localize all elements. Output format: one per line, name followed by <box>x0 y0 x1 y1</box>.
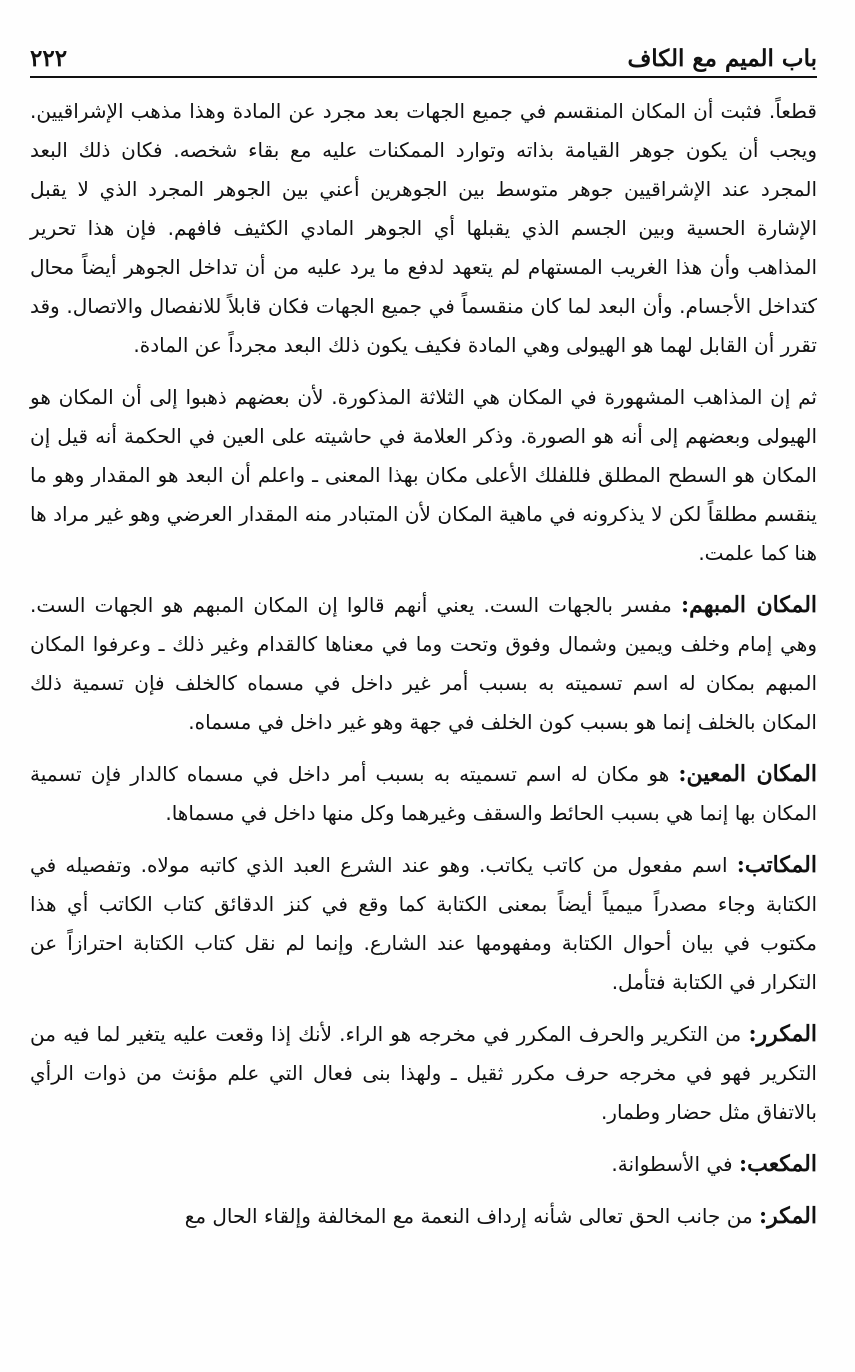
entry-text: من جانب الحق تعالى شأنه إرداف النعمة مع المخالفة وإلقاء الحال مع <box>184 1204 753 1228</box>
running-header <box>30 30 817 78</box>
entry-makr <box>30 1197 817 1236</box>
entry-makan-muayyan <box>30 755 817 833</box>
chapter-title: باب الميم مع الكاف <box>627 45 817 72</box>
entry-term: المكر: <box>759 1203 817 1229</box>
entry-text: في الأسطوانة. <box>611 1152 733 1176</box>
page-number: ٢٢٢ <box>30 45 68 72</box>
entry-term: المكان المعين: <box>678 761 817 787</box>
entry-makan-mubham <box>30 586 817 742</box>
page-body <box>30 92 817 1249</box>
entry-term: المكرر: <box>748 1021 818 1047</box>
paragraph-text: قطعاً. فثبت أن المكان المنقسم في جميع الجهات بعد مجرد عن المادة وهذا مذهب الإشراقيين. ويجب أن يكون جوهر القيامة بذاته وتوارد الممكنات عليه مع بقاء شخصه. فكان ذلك البعد المجرد عند الإشراقيين جوهر متوسط بين الجوهرين أعني بين الجوهر المجرد الذي لا يقبل الإشارة الحسية وبين الجسم الذي يقبلها أي الجوهر المادي الكثيف فافهم. فإن هذا تحرير المذاهب وأن هذا الغريب المستهام لم يتعهد لدفع ما يرد عليه من أن تداخل الجوهر أيضاً محال كتداخل الأجسام. وأن البعد لما كان منقسماً في جميع الجهات فكان قابلاً للانفصال والاتصال. وقد تقرر أن القابل لهما هو الهيولى وهي المادة فكيف يكون ذلك البعد مجرداً عن المادة. <box>30 99 817 357</box>
entry-mukarrar <box>30 1015 817 1132</box>
paragraph-continuation <box>30 92 817 365</box>
entry-term: المكاتب: <box>736 852 817 878</box>
paragraph-makan-schools <box>30 378 817 573</box>
entry-term: المكعب: <box>738 1151 817 1177</box>
entry-text: هو مكان له اسم تسميته به بسبب أمر داخل في مسماه كالدار فإن تسمية المكان بها إنما هي بسبب الحائط والسقف وغيرهما وكل منها داخل في مسماها. <box>30 762 817 825</box>
entry-mukaab <box>30 1145 817 1184</box>
entry-text: اسم مفعول من كاتب يكاتب. وهو عند الشرع العبد الذي كاتبه مولاه. وتفصيله في الكتابة وجاء مصدراً ميمياً أيضاً بمعنى الكتابة كما وقع في كنز الدقائق كتاب الكاتب أي هذا مكتوب في بيان أحوال الكتابة ومفهومها عند الشارع. وإنما لم نقل كتاب الكتابة احترازاً عن التكرار في الكتابة فتأمل. <box>30 853 817 994</box>
entry-mukatab <box>30 846 817 1002</box>
entry-text: من التكرير والحرف المكرر في مخرجه هو الراء. لأنك إذا وقعت عليه يتغير لما فيه من التكرير فهو في مخرجه حرف مكرر ثقيل ـ ولهذا بنى فعال التي علم مؤنث من ذوات الرأي بالاتفاق مثل حضار وطمار. <box>30 1022 817 1124</box>
paragraph-text: ثم إن المذاهب المشهورة في المكان هي الثلاثة المذكورة. لأن بعضهم ذهبوا إلى أن المكان هو الهيولى وبعضهم إلى أنه هو الصورة. وذكر العلامة في حاشيته على العين في الحكمة أنه قيل إن المكان هو السطح المطلق فللفلك الأعلى مكان بهذا المعنى ـ واعلم أن البعد هو المقدار وهو ما ينقسم مطلقاً لكن لا يذكرونه في ماهية المكان لأن المتبادر منه المقدار العرضي وهو غير مراد ها هنا كما علمت. <box>30 385 817 565</box>
entry-text: مفسر بالجهات الست. يعني أنهم قالوا إن المكان المبهم هو الجهات الست. وهي إمام وخلف ويمين وشمال وفوق وتحت وما في معناها كالقدام وغير ذلك ـ وعرفوا المكان المبهم بمكان له اسم تسميته به بسبب أمر غير داخل في مسماه كالخلف فإن تسمية ذلك المكان بالخلف إنما هو بسبب كون الخلف في جهة وهو غير داخل في مسماه. <box>30 593 817 734</box>
entry-term: المكان المبهم: <box>680 592 818 618</box>
